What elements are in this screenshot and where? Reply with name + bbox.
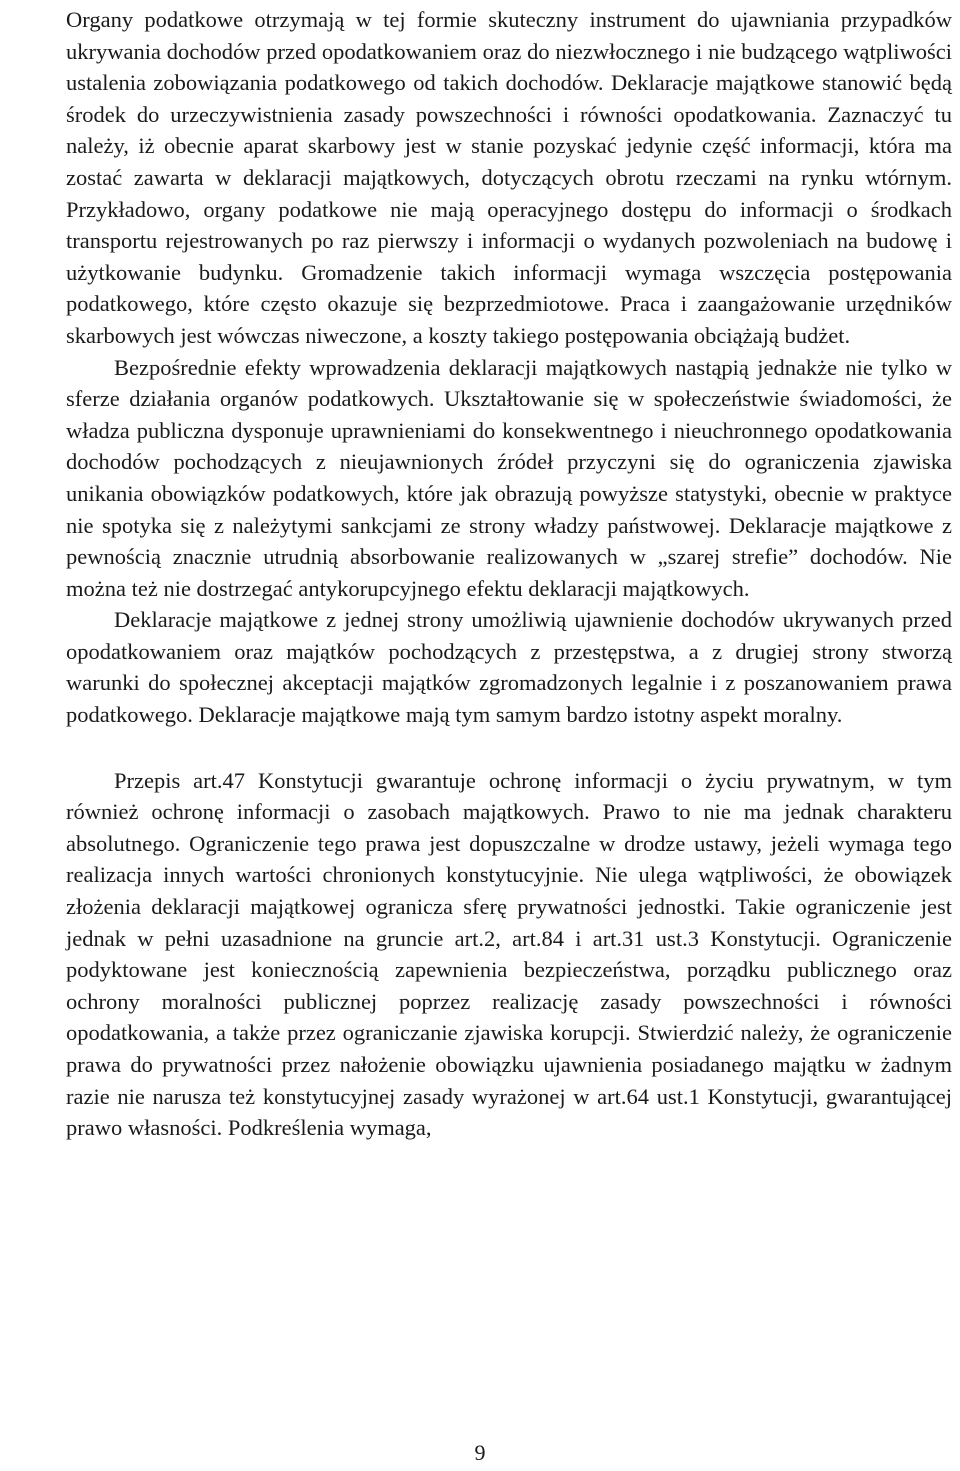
- paragraph-constitution-art47: Przepis art.47 Konstytucji gwarantuje ochronę informacji o życiu prywatnym, w tym również ochronę informacji o zasobach majątkowych. Prawo to nie ma jednak charakteru absolutnego. Ograniczenie tego prawa jest dopuszczalne w drodze ustawy, jeżeli wymaga tego realizacja innych wartości chronionych konstytucyjnie. Nie ulega wątpliwości, że obowiązek złożenia deklaracji majątkowej ogranicza sferę prywatności jednostki. Takie ograniczenie jest jednak w pełni uzasadnione na gruncie art.2, art.84 i art.31 ust.3 Konstytucji. Ograniczenie podyktowane jest koniecznością zapewnienia bezpieczeństwa, porządku publicznego oraz ochrony moralności publicznej poprzez realizację zasady powszechności i równości opodatkowania, a także przez ograniczanie zjawiska korupcji. Stwierdzić należy, że ograniczenie prawa do prywatności przez nałożenie obowiązku ujawnienia posiadanego majątku w żadnym razie nie narusza też konstytucyjnej zasady wyrażonej w art.64 ust.1 Konstytucji, gwarantującej prawo własności. Podkreślenia wymaga,: [66, 767, 952, 1141]
- page-number: 9: [474, 1440, 486, 1465]
- paragraph-direct-effects: Bezpośrednie efekty wprowadzenia deklaracji majątkowych nastąpią jednakże nie tylko w sferze działania organów podatkowych. Ukształtowanie się w społeczeństwie świadomości, że władza publiczna dysponuje uprawnieniami do konsekwentnego i nieuchronnego opodatkowania dochodów pochodzących z nieujawnionych źródeł przyczyni się do ograniczenia zjawiska unikania obowiązków podatkowych, które jak obrazują powyższe statystyki, obecnie w praktyce nie spotyka się z należytymi sankcjami ze strony władzy państwowej. Deklaracje majątkowe z pewnością znacznie utrudnią absorbowanie realizowanych w „szarej strefie” dochodów. Nie można też nie dostrzegać antykorupcyjnego efektu deklaracji majątkowych.: [66, 354, 952, 601]
- document-body: [66, 4, 952, 1144]
- paragraph-tax-authorities-instrument: Organy podatkowe otrzymają w tej formie skuteczny instrument do ujawniania przypadków ukrywania dochodów przed opodatkowaniem oraz do niezwłocznego i nie budzącego wątpliwości ustalenia zobowiązania podatkowego od takich dochodów. Deklaracje majątkowe stanowić będą środek do urzeczywistnienia zasady powszechności i równości opodatkowania. Zaznaczyć tu należy, iż obecnie aparat skarbowy jest w stanie pozyskać jedynie część informacji, która ma zostać zawarta w deklaracji majątkowych, dotyczących obrotu rzeczami na rynku wtórnym. Przykładowo, organy podatkowe nie mają operacyjnego dostępu do informacji o środkach transportu rejestrowanych po raz pierwszy i informacji o wydanych pozwoleniach na budowę i użytkowanie budynku. Gromadzenie takich informacji wymaga wszczęcia postępowania podatkowego, które często okazuje się bezprzedmiotowe. Praca i zaangażowanie urzędników skarbowych jest wówczas niweczone, a koszty takiego postępowania obciążają budżet.: [66, 7, 952, 348]
- paragraph-moral-aspect: Deklaracje majątkowe z jednej strony umożliwią ujawnienie dochodów ukrywanych przed opodatkowaniem oraz majątków pochodzących z przestępstwa, a z drugiej strony stworzą warunki do społecznej akceptacji majątków zgromadzonych legalnie i z poszanowaniem prawa podatkowego. Deklaracje majątkowe mają tym samym bardzo istotny aspekt moralny.: [66, 607, 952, 728]
